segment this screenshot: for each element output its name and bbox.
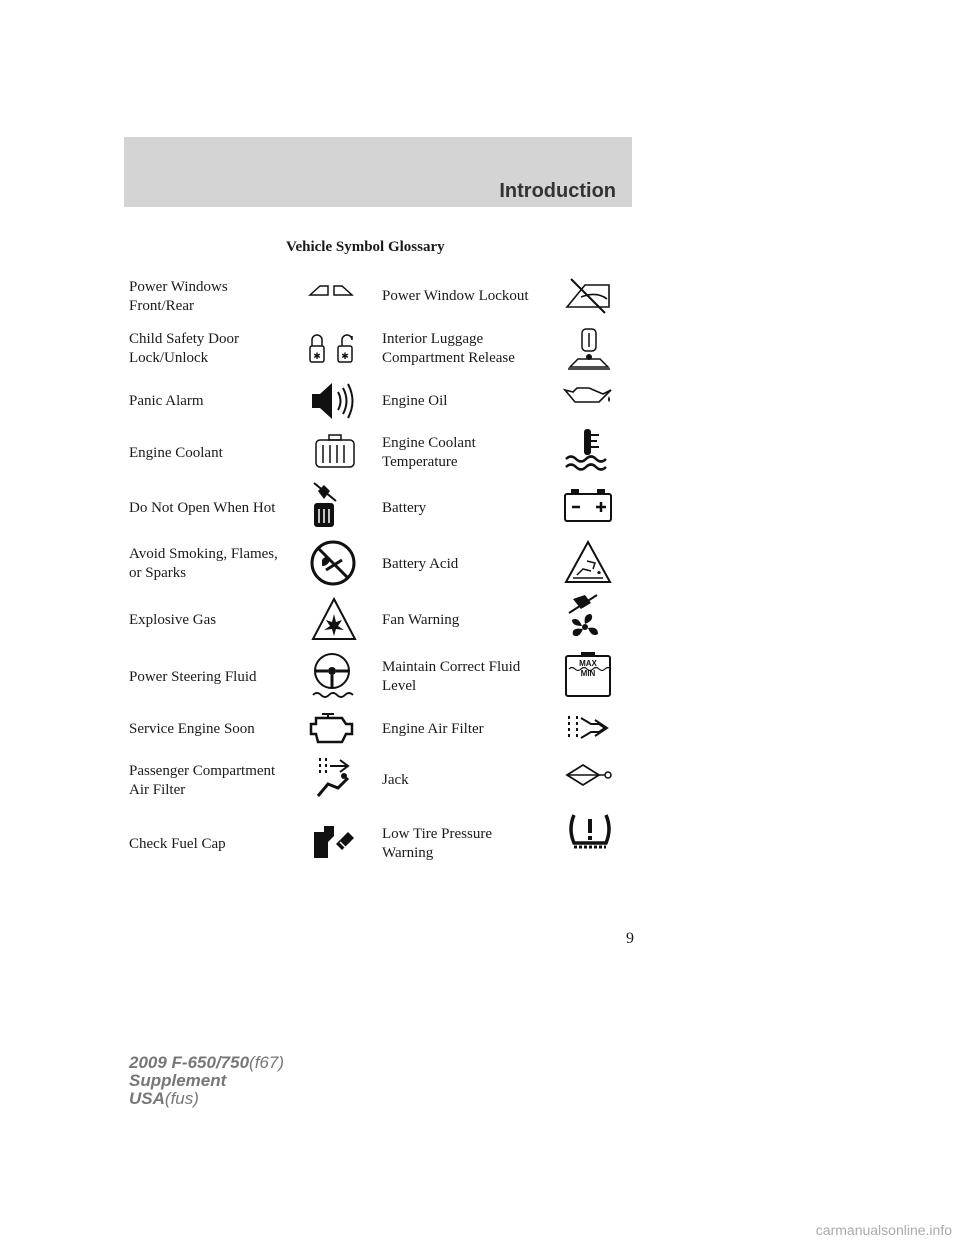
- watermark: carmanualsonline.info: [815, 1222, 952, 1238]
- cabin-air-filter-icon: [310, 754, 356, 802]
- svg-text:✱: ✱: [313, 351, 321, 361]
- fan-warning-icon: [565, 593, 605, 643]
- service-engine-icon: [308, 710, 358, 746]
- page-number: 9: [626, 930, 634, 947]
- max-mark: MAX: [579, 659, 597, 668]
- engine-air-filter-icon: [563, 710, 613, 746]
- luggage-release-icon: [566, 327, 612, 373]
- glossary-label: Passenger Compartment Air Filter: [129, 763, 276, 798]
- footer: [129, 1054, 284, 1108]
- footer-region-code: (fus): [164, 1089, 199, 1108]
- glossary-label: Service Engine Soon: [129, 721, 255, 737]
- low-tire-pressure-icon: [566, 811, 614, 853]
- glossary-label: Child Safety Door Lock/Unlock: [129, 331, 239, 366]
- glossary-label: Battery: [382, 500, 427, 516]
- battery-acid-icon: [563, 539, 613, 585]
- footer-supplement: Supplement: [129, 1071, 227, 1090]
- engine-coolant-icon: [313, 433, 357, 469]
- do-not-open-hot-icon: [310, 481, 340, 529]
- fuel-cap-icon: [310, 822, 358, 862]
- glossary-label: Maintain Correct Fluid Level: [382, 659, 521, 694]
- glossary-label: Battery Acid: [382, 556, 459, 572]
- min-mark: MIN: [580, 669, 596, 678]
- no-smoking-icon: [308, 538, 358, 588]
- child-safety-lock-icon: [307, 330, 361, 368]
- battery-icon: [563, 487, 613, 523]
- glossary-label: Avoid Smoking, Flames, or Sparks: [129, 546, 278, 581]
- power-steering-icon: [309, 651, 355, 701]
- svg-text:✱: ✱: [341, 351, 349, 361]
- glossary-label: Engine Coolant Temperature: [382, 435, 476, 470]
- glossary-label: Power Windows Front/Rear: [129, 279, 228, 314]
- footer-model: 2009 F-650/750: [129, 1053, 250, 1072]
- engine-oil-icon: [563, 382, 615, 408]
- jack-icon: [563, 762, 613, 788]
- glossary-label: Do Not Open When Hot: [129, 500, 276, 516]
- glossary-title: Vehicle Symbol Glossary: [286, 239, 445, 255]
- glossary-label: Low Tire Pressure Warning: [382, 826, 493, 861]
- glossary-label: Jack: [382, 772, 409, 788]
- power-window-lockout-icon: [563, 277, 613, 315]
- section-title: Introduction: [499, 180, 616, 202]
- footer-region: USA: [129, 1089, 165, 1108]
- coolant-temperature-icon: [563, 427, 613, 473]
- glossary-label: Power Steering Fluid: [129, 669, 257, 685]
- panic-alarm-icon: [310, 380, 358, 422]
- glossary-label: Check Fuel Cap: [129, 836, 226, 852]
- footer-model-code: (f67): [249, 1053, 285, 1072]
- power-windows-icon: [308, 283, 356, 297]
- fluid-level-icon: [563, 650, 613, 698]
- explosive-gas-icon: [310, 596, 358, 642]
- glossary-label: Power Window Lockout: [382, 288, 529, 304]
- glossary-label: Explosive Gas: [129, 612, 217, 628]
- glossary-label: Engine Coolant: [129, 445, 223, 461]
- glossary-label: Panic Alarm: [129, 393, 204, 409]
- glossary-label: Interior Luggage Compartment Release: [382, 331, 515, 366]
- header-band: [124, 137, 632, 207]
- glossary-label: Engine Oil: [382, 393, 448, 409]
- glossary-label: Engine Air Filter: [382, 721, 484, 737]
- glossary-label: Fan Warning: [382, 612, 460, 628]
